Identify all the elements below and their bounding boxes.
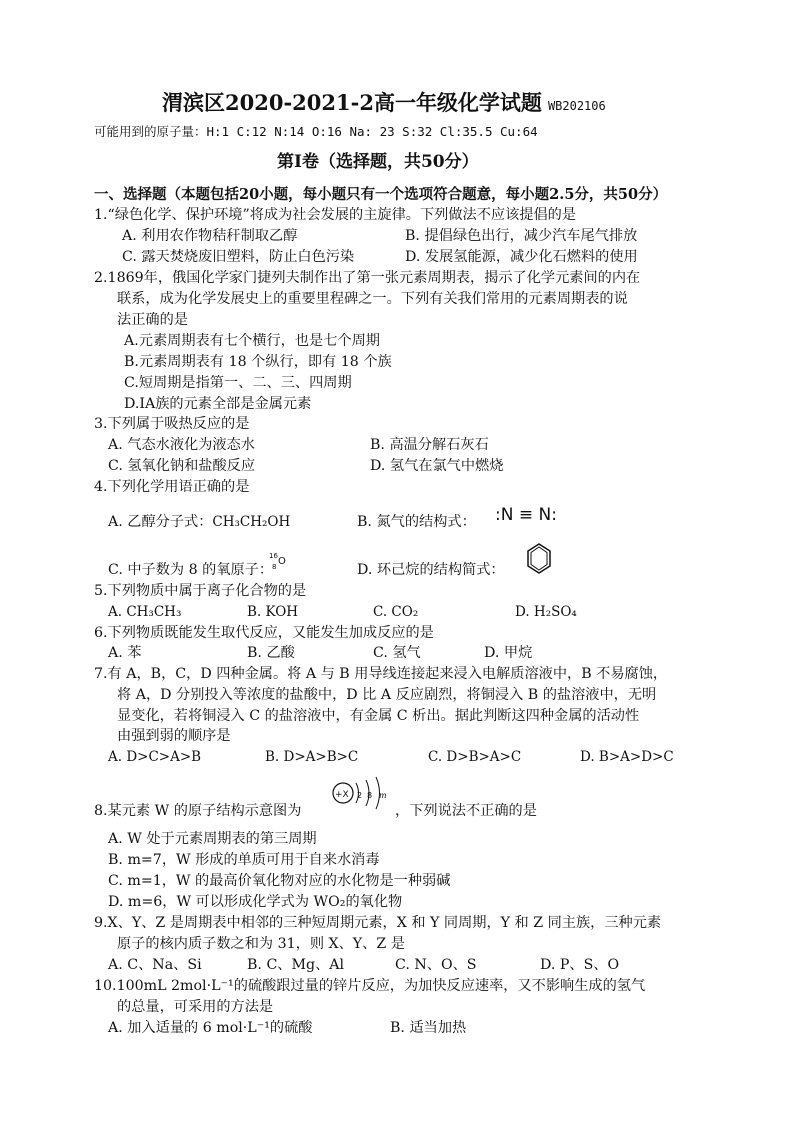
q8-stem-before: 8.某元素 W 的原子结构示意图为 [94,803,302,819]
q6-stem: 6.下列物质既能发生取代反应，又能发生加成反应的是 [94,625,434,641]
diagram-shell2: 8 [367,791,373,800]
exam-title-text: 渭滨区2020-2021-2高一年级化学试题 [162,90,542,115]
q9-option-c: C. N、O、S [395,957,477,973]
diagram-shell1: 2 [357,791,363,800]
q7-stem-line1: 7.有 A，B，C，D 四种金属。将 A 与 B 用导线连接起来浸入电解质溶液中，B 不易腐蚀， [94,666,668,682]
q5-option-c: C. CO₂ [373,604,419,620]
q4-option-c [108,560,273,580]
q5-option-a: A. CH₃CH₃ [108,604,182,620]
q6-option-c: C. 氢气 [373,645,421,661]
q3-option-c: C. 氢氧化钠和盐酸反应 [108,458,256,474]
atom-structure-diagram [330,775,396,819]
q2-option-d: D.IA族的元素全部是金属元素 [124,396,312,412]
q10-option-a: A. 加入适量的 6 mol·L⁻¹的硫酸 [108,1020,313,1036]
q1-option-b: B. 提倡绿色出行，减少汽车尾气排放 [405,228,638,244]
q9-option-a: A. C、Na、Si [108,957,202,973]
q4-nitrogen-structure: :N ≡ N: [495,505,557,525]
q7-stem-line4: 由强到弱的顺序是 [117,728,231,744]
q7-option-c: C. D>B>A>C [428,749,522,765]
q4-stem: 4.下列化学用语正确的是 [94,479,250,495]
q8-option-b: B. m=7，W 形成的单质可用于自来水消毒 [108,852,380,868]
q4-option-c-label: C. 中子数为 8 的氧原子： [108,562,274,578]
exam-code: WB202106 [547,99,606,113]
diagram-shell3: m [379,791,387,800]
q10-stem-line2: 的总量，可采用的方法是 [117,999,274,1015]
q3-stem: 3.下列属于吸热反应的是 [94,416,250,432]
q8-option-a: A. W 处于元素周期表的第三周期 [108,831,317,847]
q6-option-b: B. 乙酸 [247,645,295,661]
q7-stem-line2: 将 A，D 分别投入等浓度的盐酸中，D 比 A 反应剧烈，将铜浸入 B 的盐溶液中，无明 [117,687,657,703]
cyclohexane-icon [525,542,553,576]
q8-stem-after: ，下列说法不正确的是 [395,803,537,819]
q4-option-b-label: B. 氮气的结构式： [357,514,476,530]
q9-stem-line2: 原子的核内质子数之和为 31，则 X、Y、Z 是 [117,936,405,952]
q5-stem: 5.下列物质中属于离子化合物的是 [94,583,307,599]
q10-option-b: B. 适当加热 [390,1020,467,1036]
q7-option-a: A. D>C>A>B [108,749,202,765]
q5-option-b: B. KOH [247,604,299,620]
q4-option-d-label: D. 环己烷的结构简式： [357,562,505,578]
q4-option-a-formula: CH₃CH₂OH [212,514,291,530]
isotope-element-symbol: O [278,556,286,567]
q1-option-a: A. 利用农作物秸秆制取乙醇 [122,228,298,244]
q2-option-b: B.元素周期表有 18 个纵行，即有 18 个族 [124,354,392,370]
q5-option-d: D. H₂SO₄ [515,604,577,620]
isotope-atomic-number: 8 [272,563,277,571]
q4-option-d [357,560,505,580]
isotope-mass-number: 16 [269,552,278,560]
q4-option-b [357,512,476,532]
q9-option-b: B. C、Mg、Al [247,957,345,973]
q9-stem-line1: 9.X、Y、Z 是周期表中相邻的三种短周期元素，X 和 Y 同周期，Y 和 Z 同主族，三种元素 [94,915,662,931]
q2-option-c: C.短周期是指第一、二、三、四周期 [124,375,352,391]
q10-stem-line1: 10.100mL 2mol·L⁻¹的硫酸跟过量的锌片反应，为加快反应速率，又不影响生成的氢气 [94,978,646,994]
diagram-nucleus-charge: +X [335,790,349,800]
q7-stem-line3: 显变化，若将铜浸入 C 的盐溶液中，有金属 C 析出。据此判断这四种金属的活动性 [117,708,640,724]
q4-option-a-label: A. 乙醇分子式： [108,514,213,530]
q3-option-a: A. 气态水液化为液态水 [108,437,255,453]
q2-stem-line2: 联系，成为化学发展史上的重要里程碑之一。下列有关我们常用的元素周期表的说 [117,291,628,307]
q1-option-d: D. 发展氢能源，减少化石燃料的使用 [405,249,638,265]
section-title: 第Ⅰ卷（选择题，共50分） [277,152,479,172]
q1-option-c: C. 露天焚烧废旧塑料，防止白色污染 [122,249,355,265]
q3-option-b: B. 高温分解石灰石 [370,437,489,453]
atomic-masses-line: 可能用到的原子量：H:1 C:12 N:14 O:16 Na: 23 S:32 Cl:35.5 Cu:64 [94,124,538,139]
q1-stem: 1.“绿色化学、保护环境”将成为社会发展的主旋律。下列做法不应该提倡的是 [94,207,577,223]
q6-option-d: D. 甲烷 [484,645,533,661]
oxygen-isotope-symbol [268,550,292,574]
q9-option-d: D. P、S、O [540,957,620,973]
q3-option-d: D. 氢气在氯气中燃烧 [370,458,504,474]
q2-stem-line1: 2.1869年，俄国化学家门捷列夫制作出了第一张元素周期表，揭示了化学元素间的内在 [94,270,641,286]
q8-option-d: D. m=6，W 可以形成化学式为 WO₂的氧化物 [108,894,403,910]
exam-title [162,90,606,119]
q2-stem-line3: 法正确的是 [117,312,188,328]
q7-option-d: D. B>A>D>C [580,749,674,765]
q8-option-c: C. m=1，W 的最高价氧化物对应的水化物是一种弱碱 [108,873,451,889]
q2-option-a: A.元素周期表有七个横行，也是七个周期 [124,333,380,349]
q4-option-a [108,512,290,532]
q6-option-a: A. 苯 [108,645,142,661]
q7-option-b: B. D>A>B>C [265,749,359,765]
part-heading: 一、选择题（本题包括20小题，每小题只有一个选项符合题意，每小题2.5分，共50分） [94,186,668,203]
